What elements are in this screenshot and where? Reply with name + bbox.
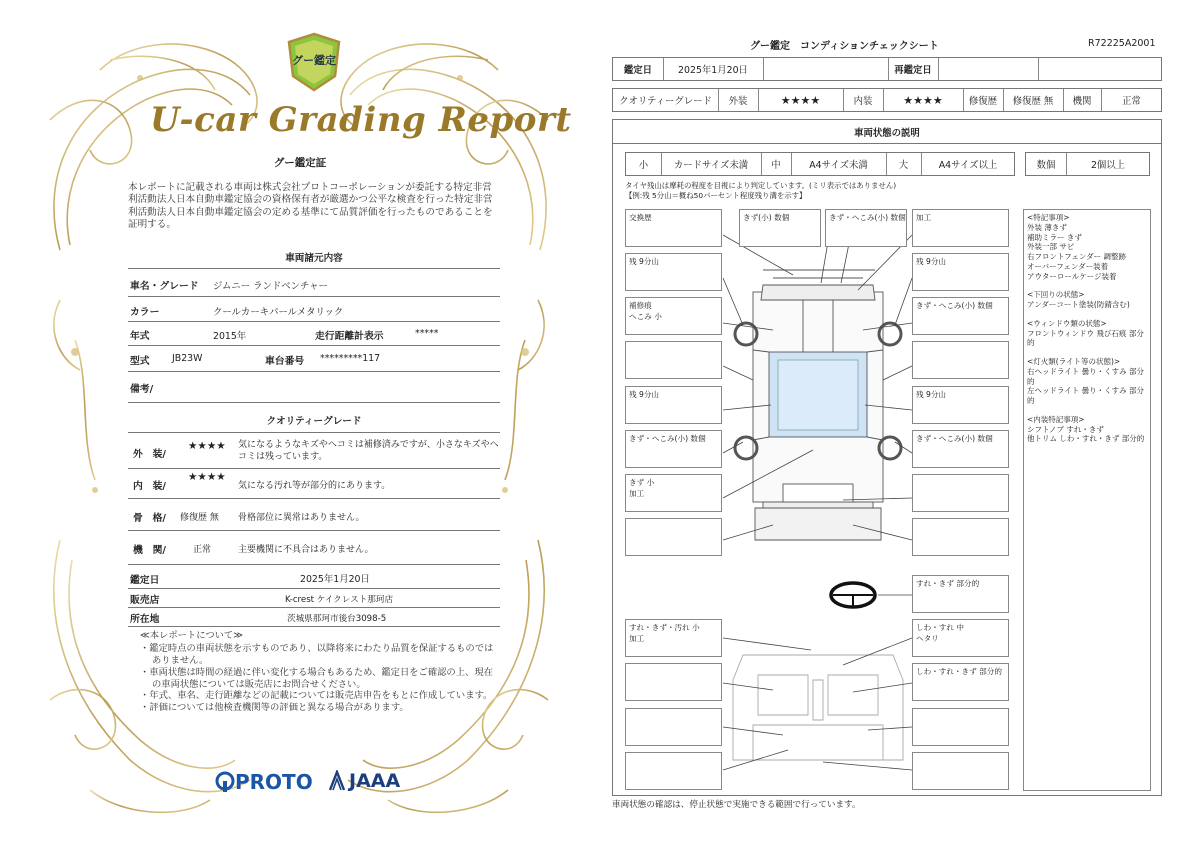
mileage-value: ***** bbox=[415, 328, 439, 339]
jaaa-mark-icon bbox=[328, 770, 346, 792]
exterior-label: 外装 bbox=[728, 96, 748, 107]
size-small-desc: カードサイズ未満 bbox=[673, 160, 749, 171]
note-box-right-1: 加工 bbox=[912, 209, 1009, 247]
remark-line: 外装 薄きず bbox=[1027, 222, 1067, 232]
color-value: クールカーキパールメタリック bbox=[213, 307, 344, 318]
note-box-right-9: すれ・きず 部分的 bbox=[912, 575, 1009, 613]
notes-title: ≪本レポートについて≫ bbox=[140, 630, 243, 641]
note-box-right-11: しわ・すれ・きず 部分的 bbox=[912, 663, 1009, 701]
repair-label: 修復歴 bbox=[968, 96, 998, 107]
note-box-right-5: 残 9分山 bbox=[912, 386, 1009, 424]
note-item: ・年式、車名、走行距離などの記載については販売店申告をもとに作成しています。 bbox=[140, 690, 493, 702]
note-box-right-10: しわ・すれ 中 ヘタリ bbox=[912, 619, 1009, 657]
divider bbox=[128, 607, 500, 608]
note-item: ・車両状態は時間の経過に伴い変化する場合もあるため、鑑定日をご確認の上、現在の車両状態については販売店にお問合せください。 bbox=[140, 666, 493, 690]
badge-text: グー鑑定 bbox=[292, 54, 336, 67]
remark-line: <ウィンドウ類の状態> bbox=[1027, 318, 1107, 328]
remark-line: シフトノブ すれ・きず bbox=[1027, 424, 1104, 434]
exterior-label: 外 装/ bbox=[133, 449, 166, 460]
color-label: カラー bbox=[130, 307, 160, 318]
date-row bbox=[612, 57, 1162, 81]
quality-label: クオリティーグレード bbox=[619, 96, 712, 107]
exterior-stars: ★★★★ bbox=[188, 440, 226, 452]
remark-line: <内装特記事項> bbox=[1027, 414, 1085, 424]
size-mid-desc: A4サイズ未満 bbox=[809, 160, 868, 171]
certificate-intro: 本レポートに記載される車両は株式会社プロトコーポレーションが委託する特定非営利活動法人日本自動車鑑定協会の資格保有者が厳選かつ公平な検査を行った特定非営利活動法人日本自動車鑑定協会の定める基準にて品質評価を行ったものであることを証明する。 bbox=[128, 182, 493, 231]
tire-note: タイヤ残山は摩耗の程度を目視により判定しています。(ミリ表示ではありません) bbox=[625, 181, 897, 190]
divider bbox=[128, 321, 500, 322]
note-box-left-5: 残 9分山 bbox=[625, 386, 722, 424]
frame-label: 骨 格/ bbox=[133, 513, 166, 524]
divider bbox=[128, 345, 500, 346]
remark-line: 他トリム しわ・すれ・きず 部分的 bbox=[1027, 434, 1145, 444]
year-value: 2015年 bbox=[213, 331, 247, 342]
engine-label: 機 関/ bbox=[133, 545, 166, 556]
remark-spacer bbox=[1027, 310, 1147, 319]
interior-stars: ★★★★ bbox=[188, 471, 226, 483]
ref-number: R72225A2001 bbox=[1088, 38, 1156, 49]
date-label: 鑑定日 bbox=[623, 65, 653, 76]
remark-line: <灯火類(ライト等の状態)> bbox=[1027, 357, 1121, 366]
remark-line: アンダーコート塗装(防錆含む) bbox=[1027, 300, 1130, 309]
sheet-footer: 車両状態の確認は、停止状態で実施できる範囲で行っています。 bbox=[612, 800, 861, 810]
engine-label: 機関 bbox=[1072, 96, 1092, 107]
date-value: 2025年1月20日 bbox=[300, 574, 370, 585]
date-value: 2025年1月20日 bbox=[678, 65, 748, 76]
name-value: ジムニー ランドベンチャー bbox=[213, 281, 328, 292]
note-box-left-9: すれ・きず・汚れ 小 加工 bbox=[625, 619, 722, 657]
remark-line: 右フロントフェンダー 調整跡 bbox=[1027, 252, 1126, 261]
remark-line: <特記事項> bbox=[1027, 213, 1070, 222]
engine-comment: 主要機関に不具合はありません。 bbox=[238, 545, 374, 555]
remarks-panel bbox=[1023, 209, 1151, 791]
proto-logo-text: PROTO bbox=[235, 770, 313, 794]
name-label: 車名・グレード bbox=[130, 281, 199, 292]
note-box-left-12 bbox=[625, 752, 722, 790]
divider bbox=[128, 371, 500, 372]
chassis-label: 車台番号 bbox=[265, 356, 305, 367]
note-item: ・評価については他検査機関等の評価と異なる場合があります。 bbox=[140, 702, 409, 714]
proto-logo bbox=[215, 770, 313, 794]
count-label: 数個 bbox=[1036, 160, 1056, 171]
reinspect-label: 再鑑定日 bbox=[894, 65, 932, 76]
shop-label: 販売店 bbox=[130, 595, 160, 606]
report-title: U-car Grading Report bbox=[150, 100, 572, 140]
remark-spacer bbox=[1027, 281, 1147, 290]
note-box-left-11 bbox=[625, 708, 722, 746]
note-box-left-4 bbox=[625, 341, 722, 379]
quality-row bbox=[612, 88, 1162, 112]
specs-heading: 車両諸元内容 bbox=[285, 253, 343, 264]
remark-line: <下回りの状態> bbox=[1027, 290, 1085, 300]
divider bbox=[128, 402, 500, 403]
divider bbox=[128, 564, 500, 565]
size-mid: 中 bbox=[771, 160, 781, 171]
note-box-right-7 bbox=[912, 474, 1009, 512]
exterior-stars: ★★★★ bbox=[780, 93, 821, 107]
note-box-right-4 bbox=[912, 341, 1009, 379]
divider bbox=[128, 626, 500, 627]
divider bbox=[128, 432, 500, 433]
condition-check-sheet bbox=[600, 0, 1200, 848]
note-box-right-12 bbox=[912, 708, 1009, 746]
sheet-title: グー鑑定 コンディションチェックシート bbox=[750, 41, 939, 52]
jaaa-logo bbox=[328, 770, 400, 792]
note-box-right-13 bbox=[912, 752, 1009, 790]
condition-panel bbox=[612, 119, 1162, 796]
size-large-desc: A4サイズ以上 bbox=[938, 160, 998, 171]
address-value: 茨城県那珂市後台3098-5 bbox=[287, 614, 387, 624]
remark-line: オーバーフェンダー装着 bbox=[1027, 261, 1109, 271]
engine-value: 正常 bbox=[193, 545, 212, 555]
model-value: JB23W bbox=[172, 353, 203, 364]
interior-stars: ★★★★ bbox=[903, 93, 943, 107]
repair-value: 修復歴 無 bbox=[1012, 96, 1054, 107]
remark-line: アウターロールケージ装着 bbox=[1027, 271, 1117, 281]
divider bbox=[128, 530, 500, 531]
note-box-top-2: きず・へこみ(小) 数個 bbox=[825, 209, 907, 247]
note-box-left-3: 補修痕 へこみ 小 bbox=[625, 297, 722, 335]
remark-line: 左ヘッドライト 曇り・くすみ 部分的 bbox=[1027, 386, 1145, 405]
exterior-comment: 気になるようなキズやヘコミは補修済みですが、小さなキズやヘコミは残っています。 bbox=[238, 440, 499, 462]
goo-kantei-badge bbox=[285, 32, 343, 92]
note-box-left-2: 残 9分山 bbox=[625, 253, 722, 291]
divider bbox=[128, 498, 500, 499]
remark-line: 右ヘッドライト 曇り・くすみ 部分的 bbox=[1027, 366, 1145, 386]
frame-comment: 骨格部位に異常はありません。 bbox=[238, 513, 365, 523]
remark-spacer bbox=[1027, 406, 1147, 415]
remark-spacer bbox=[1027, 348, 1147, 357]
quality-heading: クオリティーグレード bbox=[266, 416, 362, 427]
interior-label: 内装 bbox=[853, 96, 873, 107]
divider bbox=[128, 468, 500, 469]
condition-heading: 車両状態の説明 bbox=[613, 120, 1161, 144]
count-legend bbox=[1025, 152, 1150, 176]
count-desc: 2個以上 bbox=[1090, 160, 1126, 171]
report-notes bbox=[140, 630, 500, 714]
note-item: ・鑑定時点の車両状態を示すものであり、以降将来にわたり品質を保証するものではありません。 bbox=[140, 642, 494, 666]
note-box-left-6: きず・へこみ(小) 数個 bbox=[625, 430, 722, 468]
shop-value: K-crest ケイクレスト那珂店 bbox=[285, 595, 394, 605]
divider bbox=[128, 588, 500, 589]
frame-value: 修復歴 無 bbox=[180, 513, 219, 523]
note-box-right-6: きず・へこみ(小) 数個 bbox=[912, 430, 1009, 468]
note-box-top-1: きず(小) 数個 bbox=[739, 209, 821, 247]
size-small: 小 bbox=[638, 160, 649, 171]
remarks-label: 備考/ bbox=[130, 384, 154, 395]
chassis-value: *********117 bbox=[320, 353, 381, 364]
proto-mark-icon bbox=[215, 771, 235, 793]
tire-example: 【例:残 5分山＝概ね50パーセント程度残り溝を示す】 bbox=[625, 191, 807, 200]
note-box-right-8 bbox=[912, 518, 1009, 556]
size-large: 大 bbox=[898, 160, 909, 171]
note-box-left-8 bbox=[625, 518, 722, 556]
note-box-right-3: きず・へこみ(小) 数個 bbox=[912, 297, 1009, 335]
year-label: 年式 bbox=[130, 331, 150, 342]
date-label: 鑑定日 bbox=[130, 575, 160, 586]
interior-comment: 気になる汚れ等が部分的にあります。 bbox=[238, 481, 391, 491]
grading-certificate bbox=[0, 0, 598, 848]
remark-line: フロントウィンドウ 飛び石痕 部分的 bbox=[1027, 328, 1144, 348]
certificate-subtitle: グー鑑定証 bbox=[273, 157, 327, 169]
model-label: 型式 bbox=[130, 356, 150, 367]
note-box-left-7: きず 小 加工 bbox=[625, 474, 722, 512]
note-box-right-2: 残 9分山 bbox=[912, 253, 1009, 291]
mileage-label: 走行距離計表示 bbox=[315, 331, 384, 342]
engine-value: 正常 bbox=[1122, 96, 1141, 107]
address-label: 所在地 bbox=[130, 614, 160, 625]
divider bbox=[128, 268, 500, 269]
remark-line: 外装一部 サビ bbox=[1027, 242, 1075, 252]
note-box-left-10 bbox=[625, 663, 722, 701]
jaaa-logo-text: JAAA bbox=[349, 770, 401, 792]
divider bbox=[128, 296, 500, 297]
note-box-left-1: 交換歴 bbox=[625, 209, 722, 247]
interior-label: 内 装/ bbox=[133, 481, 166, 492]
remark-line: 補助ミラー きず bbox=[1027, 232, 1082, 242]
